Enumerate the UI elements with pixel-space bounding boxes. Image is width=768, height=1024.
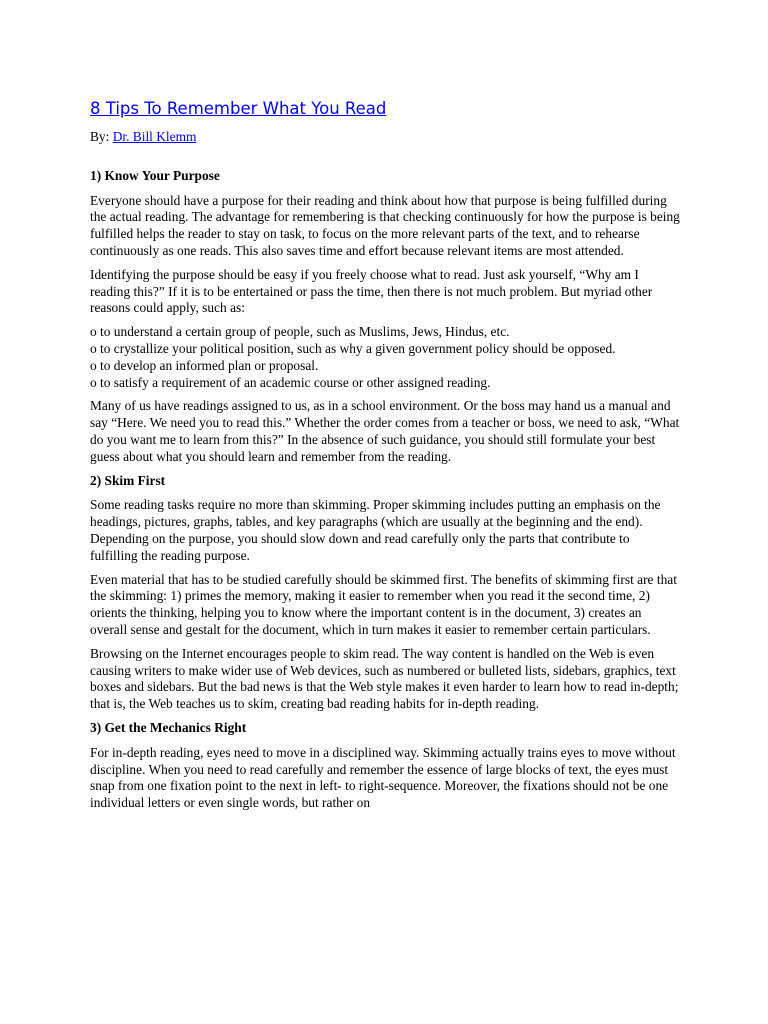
paragraph: Many of us have readings assigned to us, as in a school environment. Or the boss may hand us a manual and say “Here. We need you to read this.” Whether the order comes from a teacher or boss, we need to ask, “What do you want me to learn from this?” In the absence of such guidance, you should still formulate your best guess about what you should learn and remember from the reading. xyxy=(90,398,680,464)
paragraph: Everyone should have a purpose for their reading and think about how that purpose is being fulfilled during the actual reading. The advantage for remembering is that checking continuously for how the purpose is being fulfilled helps the reader to stay on task, to focus on the more relevant parts of the text, and to rehearse continuously as one reads. This also saves time and effort because relevant items are most attended. xyxy=(90,192,680,258)
paragraph: Some reading tasks require no more than skimming. Proper skimming includes putting an emphasis on the headings, pictures, graphs, tables, and key paragraphs (which are usually at the beginning and the end). Depending on the purpose, you should slow down and read carefully only the parts that contribute to fulfilling the reading purpose. xyxy=(90,497,661,563)
section-heading-know-your-purpose: 1) Know Your Purpose xyxy=(90,167,220,183)
author-link[interactable]: Dr. Bill Klemm xyxy=(112,129,197,144)
article-title-link[interactable]: 8 Tips To Remember What You Read xyxy=(90,99,387,118)
list-item: o to understand a certain group of people, such as Muslims, Jews, Hindus, etc. xyxy=(90,324,510,340)
paragraph: For in-depth reading, eyes need to move in a disciplined way. Skimming actually trains eyes to move without discipline. When you need to read carefully and remember the essence of large blocks of text, the eyes must snap from one fixation point to the next in left- to right-sequence. Moreover, the fixations should not be one individual letters or even single words, but rather on xyxy=(90,744,676,811)
byline xyxy=(90,129,680,146)
byline-prefix: By: xyxy=(90,129,113,144)
paragraph: Even material that has to be studied carefully should be skimmed first. The benefits of skimming first are that the skimming: 1) primes the memory, making it easier to remember when you read it the second time, 2) orients the thinking, helping you to know where the important content is in the document, 3) creates an overall sense and gestalt for the document, which in turn makes it easier to remember certain particulars. xyxy=(90,571,677,637)
paragraph: Browsing on the Internet encourages people to skim read. The way content is handled on the Web is even causing writers to make wider use of Web devices, such as numbered or bulleted lists, sidebars, graphics, text boxes and sidebars. But the bad news is that the Web style makes it even harder to learn how to read in-depth; that is, the Web teaches us to skim, creating bad reading habits for in-depth reading. xyxy=(90,645,679,712)
list-item: o to develop an informed plan or proposal. xyxy=(90,357,319,373)
list-item: o to crystallize your political position, such as why a given government policy should be opposed. xyxy=(90,340,616,356)
purpose-list xyxy=(90,324,680,391)
list-item: o to satisfy a requirement of an academic course or other assigned reading. xyxy=(90,374,491,390)
article xyxy=(90,98,680,819)
section-heading-get-the-mechanics-right: 3) Get the Mechanics Right xyxy=(90,719,247,735)
section-heading-skim-first: 2) Skim First xyxy=(90,472,166,488)
paragraph: Identifying the purpose should be easy if you freely choose what to read. Just ask yourself, “Why am I reading this?” If it is to be entertained or pass the time, then there is not much problem. But myriad other reasons could apply, such as: xyxy=(90,266,653,316)
